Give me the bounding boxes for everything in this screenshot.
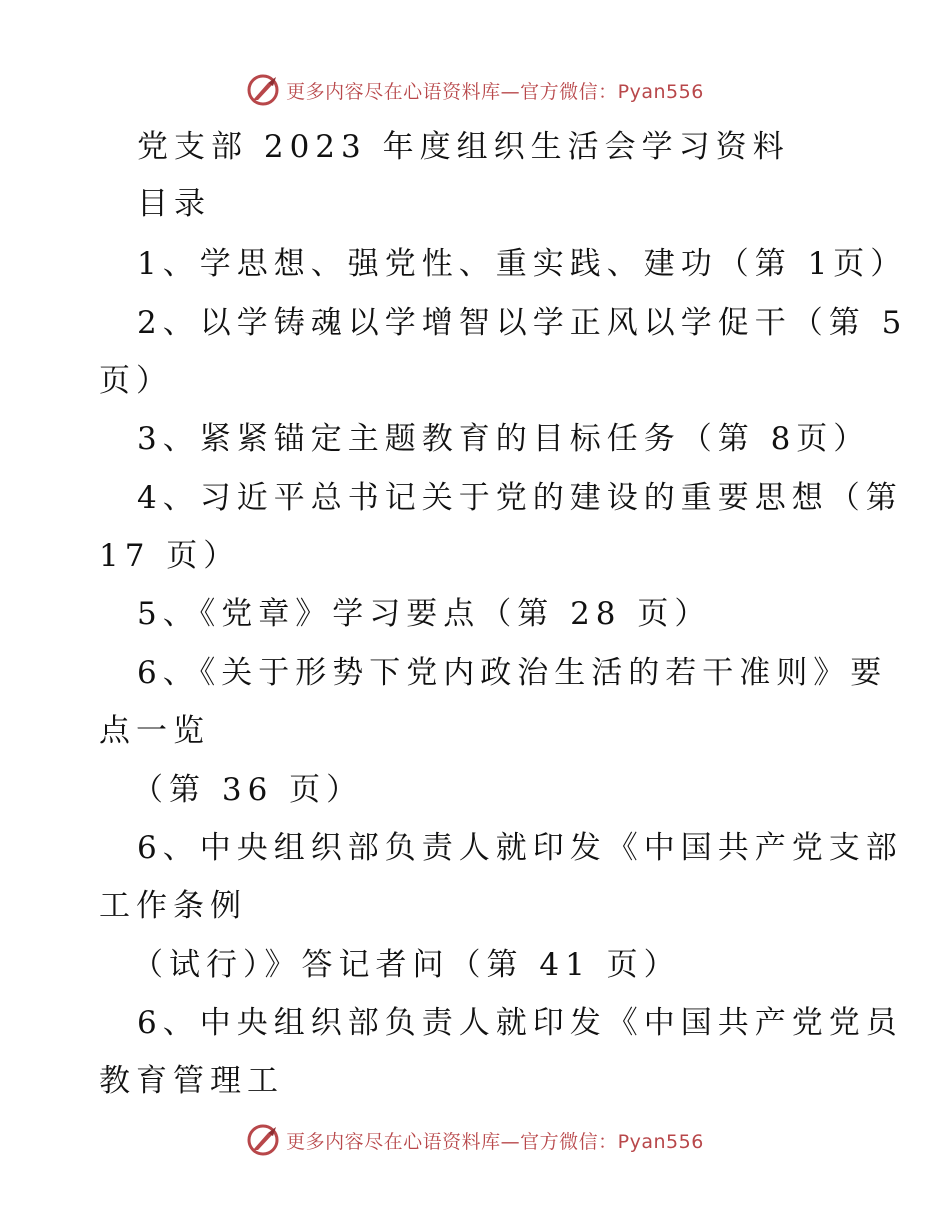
toc-line: 5、《党章》学习要点（第 28 页）	[137, 596, 712, 632]
toc-heading: 目录	[137, 186, 211, 222]
toc-line: （第 36 页）	[132, 772, 364, 808]
banner-text: 更多内容尽在心语资料库—官方微信：Pyan556	[286, 1130, 704, 1153]
toc-line: 工作条例	[99, 888, 247, 924]
quill-circle-icon	[246, 1123, 280, 1157]
footer-banner	[0, 1120, 950, 1160]
document-title: 党支部 2023 年度组织生活会学习资料	[137, 129, 790, 165]
toc-line: （试行）》答记者问（第 41 页）	[132, 947, 681, 983]
toc-line: 4、习近平总书记关于党的建设的重要思想（第	[137, 480, 903, 516]
toc-line: 17 页）	[99, 538, 241, 574]
toc-line: 3、紧紧锚定主题教育的目标任务（第 8页）	[137, 421, 871, 457]
toc-line: 页）	[99, 363, 173, 399]
header-banner	[0, 70, 950, 110]
toc-line: 教育管理工	[99, 1063, 284, 1099]
toc-line: 2、以学铸魂以学增智以学正风以学促干（第 5	[137, 305, 908, 341]
banner-text: 更多内容尽在心语资料库—官方微信：Pyan556	[286, 80, 704, 103]
quill-circle-icon	[246, 73, 280, 107]
toc-line: 6、中央组织部负责人就印发《中国共产党党员	[137, 1005, 903, 1041]
toc-line: 点一览	[99, 713, 210, 749]
toc-line: 6、中央组织部负责人就印发《中国共产党支部	[137, 830, 903, 866]
toc-line: 6、《关于形势下党内政治生活的若干准则》要	[137, 655, 888, 691]
toc-line: 1、学思想、强党性、重实践、建功（第 1页）	[137, 246, 908, 282]
